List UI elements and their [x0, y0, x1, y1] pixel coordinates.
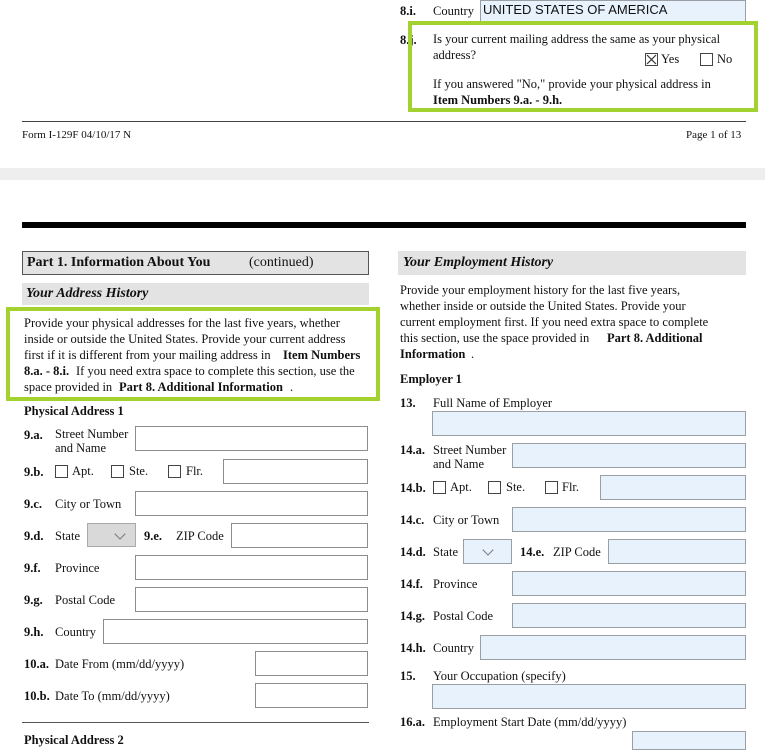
q8j-note-line2: Item Numbers 9.a. - 9.h.	[433, 93, 563, 107]
employment-history-header	[398, 251, 746, 275]
field-number: 14.b.	[400, 481, 426, 495]
field-number: 14.g.	[400, 609, 425, 623]
section-divider	[22, 722, 369, 723]
intro-line: space provided in	[24, 380, 113, 394]
field-number: 9.h.	[24, 625, 44, 639]
employment-start-date-input[interactable]	[632, 731, 746, 750]
field-number: 9.e.	[144, 529, 163, 543]
q8i-label: Country	[433, 4, 474, 18]
employer-zip-input[interactable]	[608, 539, 746, 564]
field-number: 14.a.	[400, 443, 425, 457]
employer-province-input[interactable]	[512, 571, 746, 596]
flr-label: Flr.	[562, 480, 580, 494]
intro-line: whether inside or outside the United States. Provide your	[400, 299, 686, 313]
q8i-country-input[interactable]: UNITED STATES OF AMERICA	[480, 0, 746, 22]
field-number: 10.a.	[24, 657, 49, 671]
employer-street-input[interactable]	[512, 443, 746, 468]
intro-bold-part8: Part 8. Additional	[607, 331, 703, 345]
employer-name-input[interactable]	[432, 411, 746, 436]
footer-rule	[22, 121, 746, 122]
field-label: City or Town	[55, 497, 122, 511]
part1-continued: (continued)	[249, 255, 314, 270]
field-number: 14.c.	[400, 513, 425, 527]
field-label: State	[433, 545, 458, 559]
q8j-number: 8.j.	[400, 33, 417, 47]
field-label: and Name	[433, 457, 485, 471]
field-number: 9.b.	[24, 465, 44, 479]
employer-state-select[interactable]	[463, 539, 512, 564]
field-label: Postal Code	[433, 609, 494, 623]
ste-checkbox[interactable]	[111, 465, 124, 478]
field-label: Country	[433, 641, 474, 655]
q8j-question-line2: address?	[433, 48, 477, 62]
flr-checkbox[interactable]	[168, 465, 181, 478]
field-label: and Name	[55, 441, 107, 455]
apt-checkbox[interactable]	[55, 465, 68, 478]
page-header-rule	[22, 222, 746, 228]
q8i-number: 8.i.	[400, 4, 416, 18]
employer-unit-input[interactable]	[600, 475, 746, 500]
field-label: State	[55, 529, 80, 543]
field-label: Employment Start Date (mm/dd/yyyy)	[433, 715, 627, 729]
highlight-box-8j	[408, 21, 758, 112]
field-label: ZIP Code	[553, 545, 601, 559]
field-label: Date To (mm/dd/yyyy)	[55, 689, 170, 703]
field-label: City or Town	[433, 513, 500, 527]
employer-1-heading: Employer 1	[400, 372, 462, 386]
intro-line: current employment first. If you need extra space to complete	[400, 315, 709, 329]
q8j-note-line1: If you answered "No," provide your physical address in	[433, 77, 711, 91]
unit-number-input[interactable]	[223, 459, 368, 484]
highlight-box-address-intro	[6, 307, 380, 401]
apt-label: Apt.	[72, 464, 94, 478]
ste-label: Ste.	[129, 464, 149, 478]
q8j-question-line1: Is your current mailing address the same as your physical	[433, 32, 721, 46]
intro-bold-part8: Part 8. Additional Information	[119, 380, 283, 394]
address-history-header	[22, 283, 369, 305]
ste-label: Ste.	[506, 480, 526, 494]
date-to-input[interactable]	[255, 683, 368, 708]
country-input[interactable]	[103, 619, 368, 644]
zip-code-input[interactable]	[231, 523, 368, 548]
chevron-down-icon	[114, 528, 125, 539]
field-label: Date From (mm/dd/yyyy)	[55, 657, 185, 671]
employment-history-title: Your Employment History	[403, 255, 554, 270]
employer-city-input[interactable]	[512, 507, 746, 532]
no-label: No	[717, 52, 733, 66]
field-number: 9.c.	[24, 497, 43, 511]
field-number: 14.h.	[400, 641, 426, 655]
field-number: 9.d.	[24, 529, 44, 543]
chevron-down-icon	[482, 544, 493, 555]
intro-line: this section, use the space provided in	[400, 331, 590, 345]
field-label: Country	[55, 625, 96, 639]
footer-page-number: Page 1 of 13	[686, 129, 742, 141]
date-from-input[interactable]	[255, 651, 368, 676]
intro-line: first if it is different from your mailing address in	[24, 348, 271, 362]
field-number: 10.b.	[24, 689, 50, 703]
postal-code-input[interactable]	[135, 587, 368, 612]
state-select[interactable]	[87, 523, 136, 547]
field-label: Postal Code	[55, 593, 116, 607]
street-number-name-input[interactable]	[135, 426, 368, 451]
field-label: Full Name of Employer	[433, 396, 553, 410]
employer-postal-input[interactable]	[512, 603, 746, 628]
apt-label: Apt.	[450, 480, 472, 494]
occupation-input[interactable]	[432, 684, 746, 709]
employer-flr-checkbox[interactable]	[545, 481, 558, 494]
address-history-title: Your Address History	[26, 286, 149, 301]
yes-label: Yes	[661, 52, 680, 66]
intro-bold-item-numbers: Item Numbers	[283, 348, 361, 362]
city-town-input[interactable]	[135, 491, 368, 516]
employer-country-input[interactable]	[480, 635, 746, 660]
field-number: 9.g.	[24, 593, 43, 607]
part1-title: Part 1. Information About You	[27, 255, 211, 270]
intro-line: inside or outside the United States. Provide your current address	[24, 332, 346, 346]
part1-title-bar	[22, 251, 369, 275]
footer-form-id: Form I-129F 04/10/17 N	[22, 129, 132, 141]
field-label: ZIP Code	[176, 529, 224, 543]
province-input[interactable]	[135, 555, 368, 580]
field-number: 9.a.	[24, 428, 43, 442]
field-label: Province	[433, 577, 478, 591]
employer-ste-checkbox[interactable]	[488, 481, 501, 494]
field-number: 15.	[400, 669, 416, 683]
field-label: Street Number	[433, 443, 507, 457]
employer-apt-checkbox[interactable]	[433, 481, 446, 494]
field-number: 13.	[400, 396, 416, 410]
field-label: Street Number	[55, 427, 129, 441]
field-label: Your Occupation (specify)	[433, 669, 566, 683]
field-number: 14.e.	[520, 545, 545, 559]
field-label: Province	[55, 561, 100, 575]
intro-bold-information: Information	[400, 347, 466, 361]
physical-address-2-heading: Physical Address 2	[24, 733, 124, 747]
intro-bold-range: 8.a. - 8.i.	[24, 364, 70, 378]
field-number: 14.f.	[400, 577, 423, 591]
flr-label: Flr.	[186, 464, 204, 478]
field-number: 14.d.	[400, 545, 426, 559]
field-number: 9.f.	[24, 561, 41, 575]
page-separator	[0, 168, 765, 180]
intro-line: Provide your employment history for the last five years,	[400, 283, 681, 297]
physical-address-1-heading: Physical Address 1	[24, 404, 124, 418]
field-number: 16.a.	[400, 715, 425, 729]
intro-line: If you need extra space to complete this section, use the	[76, 364, 355, 378]
intro-line: Provide your physical addresses for the last five years, whether	[24, 316, 340, 330]
